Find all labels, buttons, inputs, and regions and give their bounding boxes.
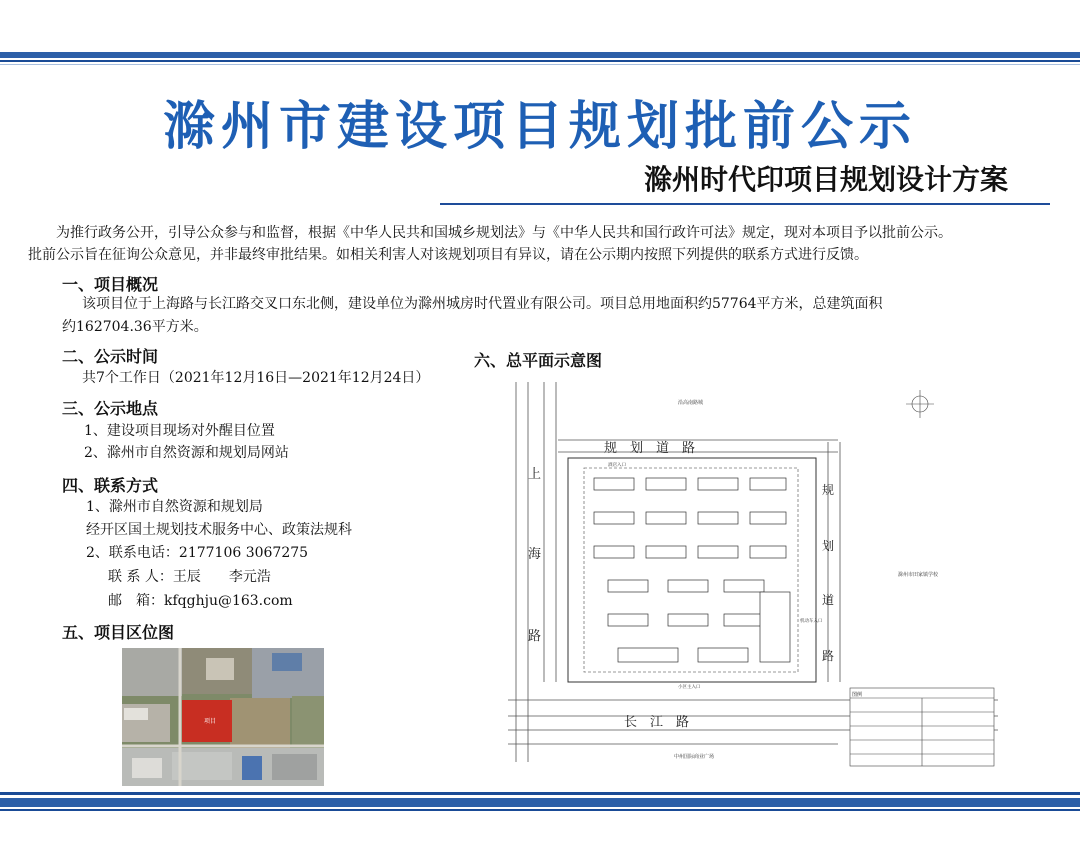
- road-label-right-4: 路: [822, 649, 835, 663]
- location-item-2: 2、滁州市自然资源和规划局网站: [84, 445, 289, 461]
- road-label-right-2: 划: [822, 539, 835, 553]
- road-label-left-2: 海: [528, 547, 542, 562]
- site-label: 项目: [204, 718, 217, 725]
- legend-box: [850, 688, 994, 766]
- page-subtitle: 滁州时代印项目规划设计方案: [643, 163, 1008, 196]
- north-neighbor-label: 沿高南路城: [678, 400, 704, 406]
- site-plan-drawing: [508, 382, 998, 770]
- road-label-bottom: 长 江 路: [624, 715, 690, 730]
- contact-phone: 2、联系电话：2177106 3067275: [86, 545, 309, 561]
- intro-line-2: 批前公示旨在征询公众意见，并非最终审批结果。如相关利害人对该规划项目有异议，请在公示期内按照下列提供的联系方式进行反馈。: [28, 247, 868, 263]
- bottom-stripe-thin: [0, 792, 1080, 795]
- contact-email: 邮 箱：kfqghju@163.com: [108, 593, 293, 609]
- subtitle-underline: [440, 203, 1050, 205]
- road-label-top: 规 划 道 路: [604, 441, 696, 456]
- legend-title: 图例: [852, 692, 863, 698]
- section-location-heading: 三、公示地点: [62, 399, 159, 418]
- aerial-photo: [122, 648, 324, 786]
- site-plan-svg: [508, 382, 998, 770]
- intro-line-1: 为推行政务公开，引导公众参与和监督，根据《中华人民共和国城乡规划法》与《中华人民共和国行政许可法》规定，现对本项目予以批前公示。: [56, 225, 952, 241]
- aerial-location-map: [122, 648, 324, 786]
- contact-line-1: 1、滁州市自然资源和规划局: [86, 499, 263, 515]
- section-plan-heading: 六、总平面示意图: [474, 351, 603, 370]
- top-stripe-light: [0, 64, 1080, 65]
- north-arrow-icon: [906, 390, 934, 418]
- top-stripe-thick: [0, 52, 1080, 58]
- overview-line-2: 约162704.36平方米。: [62, 319, 208, 335]
- period-text: 共7个工作日（2021年12月16日—2021年12月24日）: [82, 370, 430, 386]
- contact-persons: 联 系 人：王辰 李元浩: [108, 569, 271, 585]
- location-item-1: 1、建设项目现场对外醒目位置: [84, 423, 275, 439]
- bottom-stripe-thick: [0, 798, 1080, 807]
- section-locmap-heading: 五、项目区位图: [62, 623, 175, 642]
- road-label-left-1: 上: [528, 467, 542, 482]
- road-label-right-1: 规: [822, 483, 835, 497]
- intro-paragraph: [28, 222, 1068, 266]
- section-period-heading: 二、公示时间: [62, 347, 159, 366]
- page-title: 滁州市建设项目规划批前公示: [162, 96, 917, 157]
- east-neighbor-label: 滁州市田家镇学校: [898, 572, 939, 578]
- top-stripe-thin: [0, 60, 1080, 62]
- section-contact-heading: 四、联系方式: [62, 476, 159, 495]
- gate-bottom-label: 小区主入口: [678, 685, 701, 690]
- contact-line-2: 经开区国土规划技术服务中心、政策法规科: [86, 522, 352, 538]
- road-label-left-3: 路: [528, 629, 542, 644]
- south-neighbor-label: 中州国际商业广场: [674, 754, 715, 760]
- gate-top-label: 酒店入口: [608, 463, 626, 468]
- road-label-right-3: 道: [822, 593, 835, 607]
- bottom-stripe-thin-2: [0, 809, 1080, 811]
- section-overview-heading: 一、项目概况: [62, 275, 159, 294]
- overview-line-1: 该项目位于上海路与长江路交叉口东北侧，建设单位为滁州城房时代置业有限公司。项目总用地面积约57764平方米，总建筑面积: [82, 296, 883, 312]
- gate-right-label: 机动车入口: [800, 619, 823, 624]
